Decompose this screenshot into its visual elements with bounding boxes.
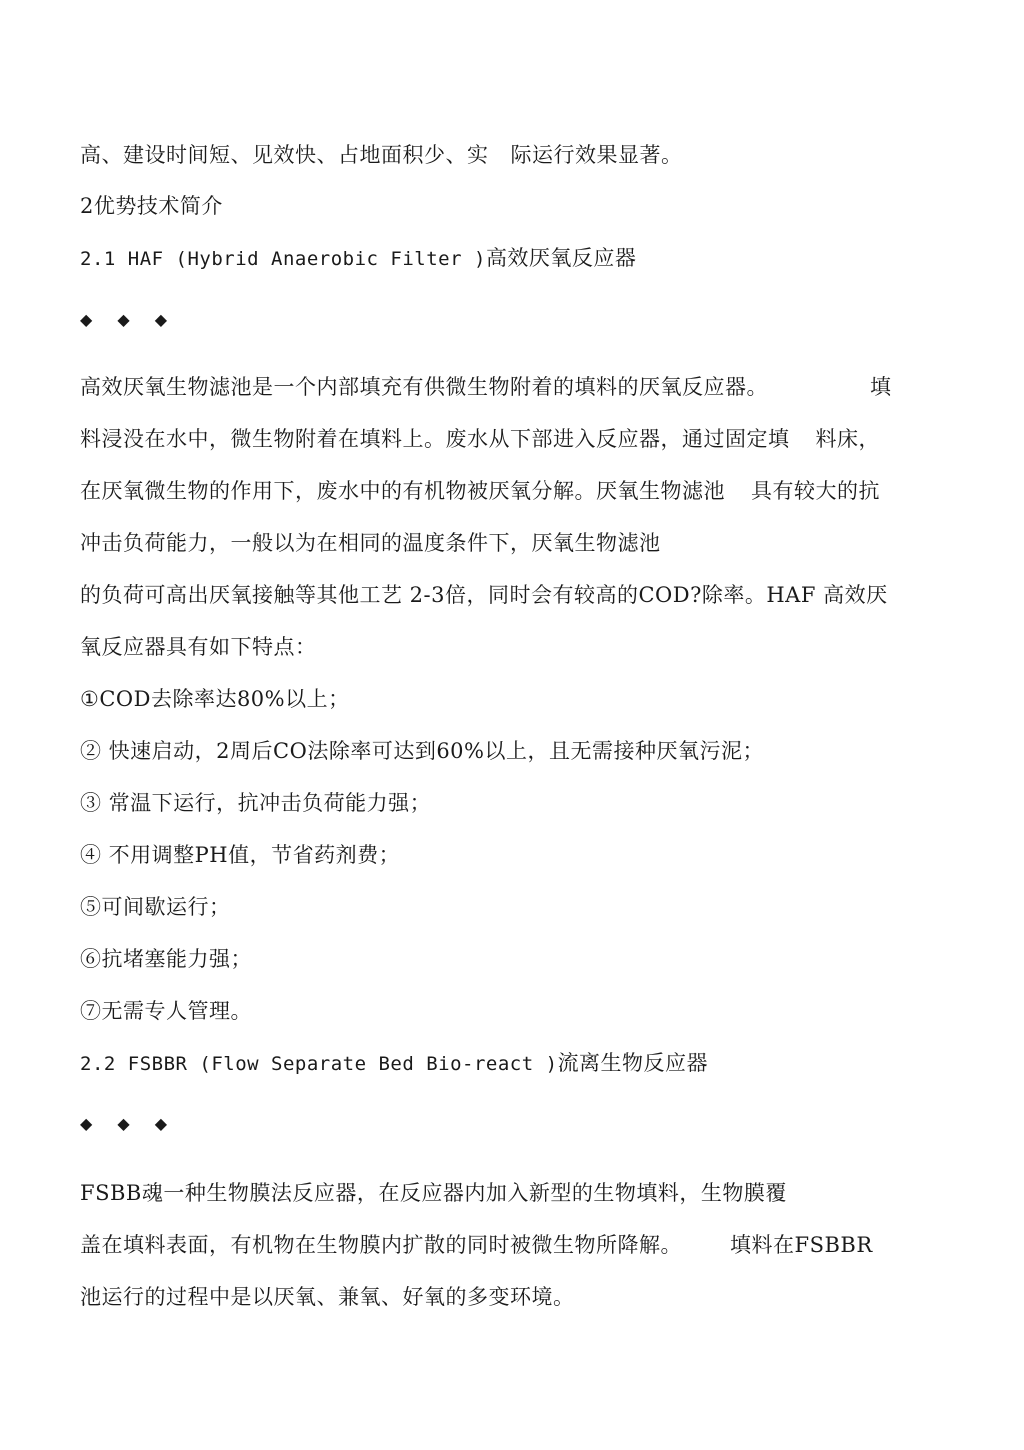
text-segment: 盖在填料表面，有机物在生物膜内扩散的同时被微生物所降解。 <box>80 1233 682 1257</box>
diamond-icon-row: ◆ ◆ ◆ <box>80 310 178 329</box>
text-segment: 冲击负荷能力，一般以为在相同的温度条件下，厌氧生物滤池 <box>80 531 661 555</box>
text-segment: 在厌氧微生物的作用下，废水中的有机物被厌氧分解。厌氧生物滤池 <box>80 479 725 503</box>
heading-cjk-text: 流离生物反应器 <box>557 1051 709 1075</box>
text-segment: ③ 常温下运行，抗冲击负荷能力强； <box>80 791 432 815</box>
text-segment: 际运行效果显著。 <box>510 143 683 167</box>
feature-item-7 <box>80 996 252 1026</box>
text-segment: ⑥抗堵塞能力强； <box>80 947 252 971</box>
paragraph2-line-3 <box>80 1282 575 1312</box>
text-segment: ⑦无需专人管理。 <box>80 999 252 1023</box>
text-segment: ④ 不用调整PH值，节省药剂费； <box>80 843 401 867</box>
text-segment: 料浸没在水中，微生物附着在填料上。废水从下部进入反应器，通过固定填 <box>80 427 790 451</box>
text-segment: 高效厌氧生物滤池是一个内部填充有供微生物附着的填料的厌氧反应器。 <box>80 375 768 399</box>
text-segment: 具有较大的抗 <box>751 479 880 503</box>
paragraph2-line-2 <box>80 1230 873 1260</box>
heading-latin-text: 2.2 FSBBR (Flow Separate Bed Bio-react ) <box>80 1053 558 1075</box>
paragraph-line-4 <box>80 528 661 558</box>
text-segment: 填料在FSBBR <box>730 1233 873 1257</box>
paragraph-line-3 <box>80 476 880 506</box>
diamond-bullets-2 <box>80 1114 177 1134</box>
feature-item-2 <box>80 736 764 766</box>
heading-latin-text: 2.1 HAF (Hybrid Anaerobic Filter ) <box>80 248 486 270</box>
feature-item-6 <box>80 944 252 974</box>
paragraph-line-5 <box>80 580 888 610</box>
paragraph2-line-1 <box>80 1178 787 1208</box>
text-segment: 的负荷可高出厌氧接触等其他工艺 2-3倍，同时会有较高的COD?除率。HAF 高效厌 <box>80 583 888 607</box>
heading-text: 2优势技术简介 <box>80 194 223 218</box>
subsection-heading-2-2 <box>80 1048 708 1079</box>
text-segment: 高、建设时间短、见效快、占地面积少、实 <box>80 143 489 167</box>
text-segment: ⑤可间歇运行； <box>80 895 231 919</box>
diamond-icon-row: ◆ ◆ ◆ <box>80 1114 178 1133</box>
text-segment: ①COD去除率达80%以上； <box>80 687 350 711</box>
text-segment: 填 <box>870 375 892 399</box>
feature-item-1 <box>80 684 350 714</box>
paragraph-line-2 <box>80 424 880 454</box>
subsection-heading-2-1 <box>80 243 636 274</box>
text-segment: ② 快速启动，2周后CO法除率可达到60%以上，且无需接种厌氧污泥； <box>80 739 764 763</box>
paragraph-line-1 <box>80 372 892 402</box>
paragraph-line-6 <box>80 632 317 662</box>
feature-item-4 <box>80 840 400 870</box>
text-segment: 料床， <box>815 427 880 451</box>
heading-cjk-text: 高效厌氧反应器 <box>485 246 637 270</box>
section-heading-2 <box>80 191 223 221</box>
text-line-1 <box>80 140 683 170</box>
feature-item-3 <box>80 788 431 818</box>
text-segment: 池运行的过程中是以厌氧、兼氧、好氧的多变环境。 <box>80 1285 575 1309</box>
text-segment: 氧反应器具有如下特点： <box>80 635 317 659</box>
text-segment: FSBB魂一种生物膜法反应器，在反应器内加入新型的生物填料，生物膜覆 <box>80 1181 787 1205</box>
feature-item-5 <box>80 892 231 922</box>
diamond-bullets-1 <box>80 310 177 330</box>
